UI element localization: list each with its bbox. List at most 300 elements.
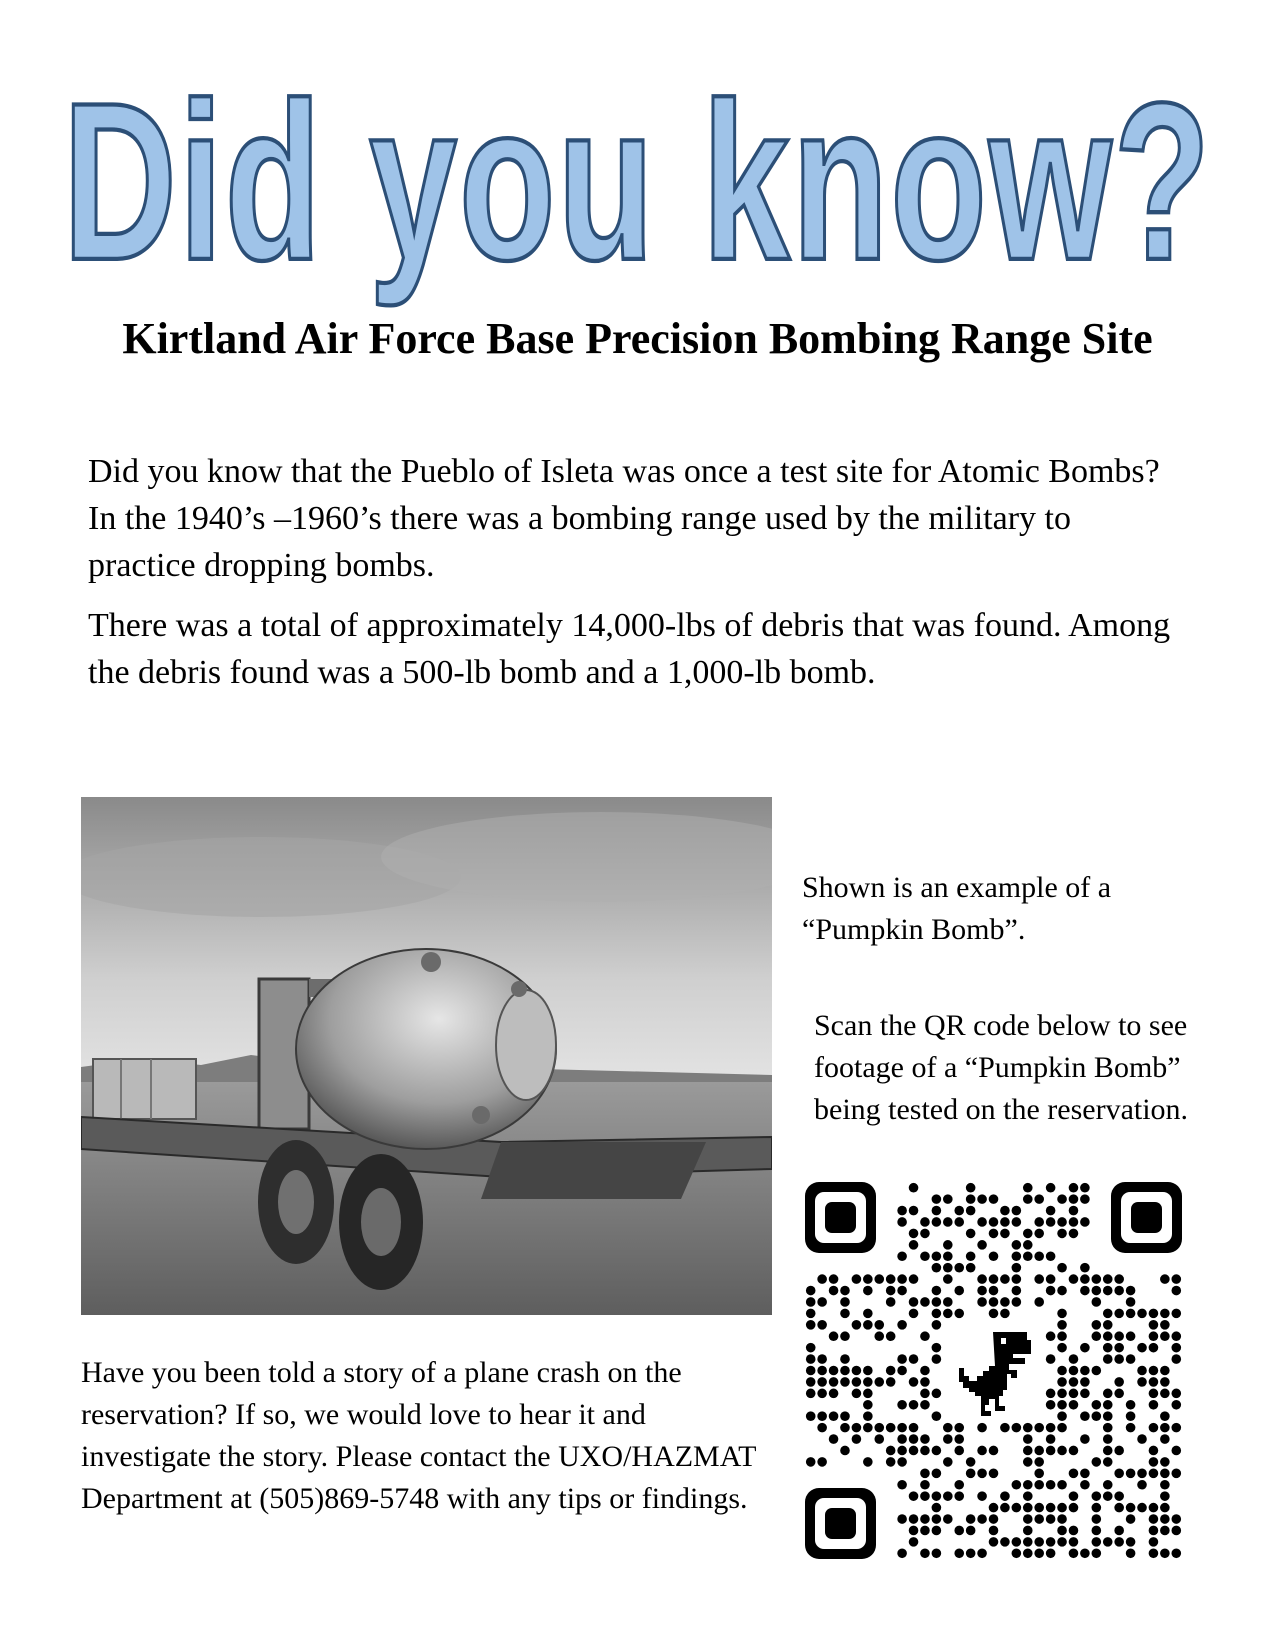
qr-module — [897, 1320, 907, 1330]
qr-module — [1137, 1434, 1147, 1444]
qr-module — [1080, 1343, 1090, 1353]
qr-module — [1126, 1286, 1136, 1296]
qr-module — [1046, 1446, 1056, 1456]
qr-module — [840, 1377, 850, 1387]
qr-module — [1057, 1309, 1067, 1319]
qr-module — [909, 1274, 919, 1284]
qr-module — [1126, 1354, 1136, 1364]
qr-module — [829, 1411, 839, 1421]
qr-module — [1126, 1309, 1136, 1319]
qr-module — [920, 1514, 930, 1524]
qr-module — [920, 1400, 930, 1410]
qr-module — [1103, 1480, 1113, 1490]
qr-module — [977, 1240, 987, 1250]
qr-module — [897, 1514, 907, 1524]
qr-module — [1023, 1194, 1033, 1204]
qr-module — [1114, 1503, 1124, 1513]
qr-code[interactable] — [805, 1182, 1182, 1559]
qr-module — [1171, 1400, 1181, 1410]
qr-module — [977, 1446, 987, 1456]
qr-module — [954, 1446, 964, 1456]
qr-module — [874, 1331, 884, 1341]
qr-module — [1046, 1480, 1056, 1490]
qr-module — [954, 1548, 964, 1558]
qr-module — [1069, 1229, 1079, 1239]
qr-module — [874, 1377, 884, 1387]
qr-module — [806, 1354, 816, 1364]
qr-module — [1160, 1548, 1170, 1558]
qr-module — [932, 1320, 942, 1330]
qr-module — [886, 1446, 896, 1456]
qr-module — [989, 1469, 999, 1479]
qr-module — [829, 1286, 839, 1296]
qr-module — [1126, 1297, 1136, 1307]
qr-module — [932, 1411, 942, 1421]
contact-paragraph: Have you been told a story of a plane crash on the reservation? If so, we would love to hear it and investigate the story. Please contact the UXO/HAZMAT Department at (505)869-5748 with any tips or findings. — [81, 1356, 756, 1515]
qr-module — [1080, 1389, 1090, 1399]
qr-module — [1034, 1503, 1044, 1513]
qr-module — [1046, 1206, 1056, 1216]
qr-module — [977, 1286, 987, 1296]
qr-module — [852, 1366, 862, 1376]
qr-module — [1103, 1434, 1113, 1444]
qr-module — [932, 1503, 942, 1513]
qr-finder-top-left — [805, 1182, 876, 1253]
qr-module — [806, 1343, 816, 1353]
qr-module — [1092, 1320, 1102, 1330]
qr-module — [1114, 1331, 1124, 1341]
qr-module — [920, 1366, 930, 1376]
qr-module — [954, 1217, 964, 1227]
qr-module — [897, 1548, 907, 1558]
qr-module — [1034, 1457, 1044, 1467]
qr-module — [806, 1411, 816, 1421]
qr-module — [1126, 1514, 1136, 1524]
qr-module — [1092, 1537, 1102, 1547]
qr-module — [1092, 1457, 1102, 1467]
qr-module — [852, 1423, 862, 1433]
qr-module — [1046, 1434, 1056, 1444]
qr-module — [1160, 1320, 1170, 1330]
qr-module — [829, 1274, 839, 1284]
qr-module — [1103, 1309, 1113, 1319]
qr-module — [943, 1434, 953, 1444]
qr-module — [1046, 1423, 1056, 1433]
qr-module — [852, 1274, 862, 1284]
qr-module — [1034, 1514, 1044, 1524]
qr-module — [1149, 1366, 1159, 1376]
qr-module — [1092, 1274, 1102, 1284]
qr-module — [1080, 1434, 1090, 1444]
qr-module — [1126, 1423, 1136, 1433]
qr-module — [1057, 1343, 1067, 1353]
qr-module — [1149, 1537, 1159, 1547]
qr-module — [1069, 1446, 1079, 1456]
qr-module — [1149, 1309, 1159, 1319]
qr-module — [1046, 1274, 1056, 1284]
qr-module — [1023, 1229, 1033, 1239]
qr-module — [1149, 1400, 1159, 1410]
qr-module — [840, 1309, 850, 1319]
qr-module — [1171, 1331, 1181, 1341]
qr-module — [989, 1526, 999, 1536]
qr-module — [817, 1457, 827, 1467]
qr-module — [932, 1446, 942, 1456]
qr-module — [1149, 1389, 1159, 1399]
qr-module — [1137, 1503, 1147, 1513]
qr-module — [989, 1251, 999, 1261]
qr-module — [1080, 1548, 1090, 1558]
qr-module — [966, 1251, 976, 1261]
qr-module — [852, 1377, 862, 1387]
qr-module — [886, 1297, 896, 1307]
qr-module — [1092, 1331, 1102, 1341]
qr-module — [1057, 1503, 1067, 1513]
qr-module — [1057, 1229, 1067, 1239]
qr-module — [897, 1366, 907, 1376]
qr-module — [1046, 1389, 1056, 1399]
qr-module — [806, 1320, 816, 1330]
qr-module — [943, 1274, 953, 1284]
qr-module — [886, 1331, 896, 1341]
qr-module — [1000, 1491, 1010, 1501]
qr-module — [1149, 1320, 1159, 1330]
qr-module — [863, 1423, 873, 1433]
page-title: Kirtland Air Force Base Precision Bombing Range Site — [122, 314, 1153, 363]
qr-module — [1126, 1331, 1136, 1341]
qr-module — [1023, 1434, 1033, 1444]
qr-module — [943, 1514, 953, 1524]
qr-module — [1057, 1389, 1067, 1399]
qr-module — [1057, 1400, 1067, 1410]
qr-module — [920, 1526, 930, 1536]
qr-module — [1012, 1297, 1022, 1307]
qr-module — [1114, 1389, 1124, 1399]
qr-module — [1171, 1343, 1181, 1353]
qr-module — [1160, 1503, 1170, 1513]
qr-module — [1114, 1377, 1124, 1387]
qr-module — [817, 1297, 827, 1307]
qr-module — [1057, 1366, 1067, 1376]
qr-module — [909, 1297, 919, 1307]
qr-module — [909, 1354, 919, 1364]
qr-module — [989, 1194, 999, 1204]
qr-module — [943, 1194, 953, 1204]
qr-module — [1012, 1263, 1022, 1273]
qr-module — [920, 1229, 930, 1239]
qr-module — [909, 1229, 919, 1239]
qr-module — [1012, 1206, 1022, 1216]
qr-module — [1034, 1480, 1044, 1490]
qr-module — [1080, 1366, 1090, 1376]
qr-module — [989, 1217, 999, 1227]
qr-module — [1080, 1469, 1090, 1479]
qr-module — [920, 1251, 930, 1261]
qr-module — [966, 1526, 976, 1536]
qr-module — [806, 1366, 816, 1376]
qr-module — [966, 1229, 976, 1239]
qr-module — [954, 1423, 964, 1433]
qr-module — [1034, 1469, 1044, 1479]
qr-module — [977, 1194, 987, 1204]
qr-module — [1023, 1537, 1033, 1547]
qr-module — [829, 1434, 839, 1444]
qr-module — [932, 1514, 942, 1524]
qr-module — [932, 1251, 942, 1261]
qr-module — [1046, 1514, 1056, 1524]
qr-module — [817, 1377, 827, 1387]
qr-module — [886, 1366, 896, 1376]
qr-module — [1149, 1548, 1159, 1558]
qr-module — [1171, 1286, 1181, 1296]
qr-module — [1114, 1354, 1124, 1364]
qr-module — [1023, 1446, 1033, 1456]
qr-module — [1114, 1343, 1124, 1353]
qr-module — [1057, 1320, 1067, 1330]
qr-module — [1092, 1503, 1102, 1513]
qr-module — [1103, 1320, 1113, 1330]
qr-module — [1057, 1480, 1067, 1490]
qr-module — [1034, 1251, 1044, 1261]
qr-module — [1103, 1274, 1113, 1284]
qr-module — [1103, 1286, 1113, 1296]
qr-module — [1160, 1491, 1170, 1501]
qr-module — [977, 1297, 987, 1307]
qr-module — [1160, 1274, 1170, 1284]
qr-module — [817, 1389, 827, 1399]
qr-module — [897, 1206, 907, 1216]
qr-finder-bottom-left — [805, 1488, 876, 1559]
qr-module — [920, 1389, 930, 1399]
qr-module — [1057, 1286, 1067, 1296]
qr-instruction: Scan the QR code below to see footage of a “Pumpkin Bomb” being tested on the reservation. — [814, 1009, 1189, 1126]
qr-module — [954, 1434, 964, 1444]
qr-module — [909, 1537, 919, 1547]
qr-module — [909, 1526, 919, 1536]
qr-module — [1137, 1343, 1147, 1353]
qr-module — [1046, 1217, 1056, 1227]
qr-module — [977, 1217, 987, 1227]
qr-module — [1069, 1469, 1079, 1479]
qr-module — [989, 1297, 999, 1307]
qr-module — [954, 1309, 964, 1319]
qr-module — [1080, 1274, 1090, 1284]
qr-module — [897, 1217, 907, 1227]
qr-module — [1126, 1400, 1136, 1410]
qr-module — [932, 1343, 942, 1353]
qr-module — [840, 1411, 850, 1421]
qr-module — [932, 1491, 942, 1501]
qr-module — [1092, 1297, 1102, 1307]
qr-module — [840, 1354, 850, 1364]
qr-module — [1092, 1514, 1102, 1524]
qr-module — [1012, 1217, 1022, 1227]
qr-module — [817, 1411, 827, 1421]
qr-module — [954, 1491, 964, 1501]
qr-module — [1080, 1480, 1090, 1490]
qr-module — [1057, 1194, 1067, 1204]
qr-module — [1000, 1423, 1010, 1433]
qr-module — [909, 1377, 919, 1387]
qr-module — [1092, 1286, 1102, 1296]
qr-module — [954, 1286, 964, 1296]
qr-module — [932, 1297, 942, 1307]
qr-module — [920, 1469, 930, 1479]
qr-module — [1012, 1240, 1022, 1250]
qr-module — [1000, 1297, 1010, 1307]
qr-module — [1160, 1423, 1170, 1433]
qr-finder-top-right — [1111, 1182, 1182, 1253]
qr-module — [1160, 1514, 1170, 1524]
qr-module — [943, 1240, 953, 1250]
qr-module — [1046, 1503, 1056, 1513]
qr-module — [1149, 1331, 1159, 1341]
qr-module — [863, 1411, 873, 1421]
headline: Did you know? — [62, 57, 1213, 308]
qr-module — [920, 1446, 930, 1456]
qr-module — [874, 1434, 884, 1444]
qr-module — [1149, 1446, 1159, 1456]
qr-module — [829, 1389, 839, 1399]
qr-module — [840, 1286, 850, 1296]
qr-module — [1103, 1400, 1113, 1410]
qr-module — [909, 1423, 919, 1433]
qr-module — [954, 1480, 964, 1490]
qr-module — [863, 1389, 873, 1399]
qr-module — [1057, 1446, 1067, 1456]
qr-module — [1000, 1503, 1010, 1513]
qr-module — [932, 1286, 942, 1296]
qr-module — [954, 1206, 964, 1216]
qr-module — [863, 1377, 873, 1387]
qr-module — [943, 1263, 953, 1273]
qr-module — [920, 1331, 930, 1341]
qr-module — [1137, 1480, 1147, 1490]
qr-module — [852, 1320, 862, 1330]
qr-module — [1034, 1274, 1044, 1284]
qr-module — [1103, 1446, 1113, 1456]
qr-module — [1137, 1377, 1147, 1387]
qr-module — [1023, 1240, 1033, 1250]
qr-module — [874, 1423, 884, 1433]
qr-module — [1149, 1503, 1159, 1513]
qr-module — [897, 1354, 907, 1364]
qr-module — [1080, 1217, 1090, 1227]
qr-module — [1012, 1480, 1022, 1490]
qr-module — [1057, 1514, 1067, 1524]
qr-module — [1023, 1548, 1033, 1558]
qr-module — [1092, 1491, 1102, 1501]
qr-module — [897, 1286, 907, 1296]
qr-module — [1080, 1194, 1090, 1204]
qr-module — [1034, 1446, 1044, 1456]
qr-module — [863, 1400, 873, 1410]
qr-module — [1046, 1286, 1056, 1296]
qr-module — [1000, 1206, 1010, 1216]
qr-module — [1103, 1457, 1113, 1467]
qr-module — [886, 1377, 896, 1387]
qr-module — [1023, 1526, 1033, 1536]
qr-module — [932, 1354, 942, 1364]
qr-module — [829, 1331, 839, 1341]
qr-module — [909, 1446, 919, 1456]
debris-paragraph: There was a total of approximately 14,000-lbs of debris that was found. Among the debris found was a 500-lb bomb and a 1,000-lb bomb. — [88, 607, 1171, 691]
qr-module — [932, 1469, 942, 1479]
qr-module — [886, 1286, 896, 1296]
photo-caption: Shown is an example of a “Pumpkin Bomb”. — [802, 871, 1112, 946]
qr-module — [932, 1263, 942, 1273]
qr-module — [1149, 1469, 1159, 1479]
qr-module — [1171, 1446, 1181, 1456]
qr-module — [1023, 1183, 1033, 1193]
qr-module — [874, 1320, 884, 1330]
qr-module — [886, 1457, 896, 1467]
qr-module — [1023, 1491, 1033, 1501]
qr-module — [1114, 1286, 1124, 1296]
qr-module — [1057, 1537, 1067, 1547]
qr-module — [977, 1469, 987, 1479]
qr-module — [1012, 1251, 1022, 1261]
qr-module — [1069, 1400, 1079, 1410]
qr-module — [852, 1389, 862, 1399]
qr-module — [1057, 1526, 1067, 1536]
qr-module — [932, 1309, 942, 1319]
qr-module — [989, 1286, 999, 1296]
qr-module — [1126, 1469, 1136, 1479]
qr-module — [1103, 1491, 1113, 1501]
qr-module — [1149, 1526, 1159, 1536]
qr-module — [817, 1320, 827, 1330]
qr-module — [920, 1491, 930, 1501]
qr-module — [989, 1514, 999, 1524]
qr-module — [897, 1423, 907, 1433]
qr-module — [1103, 1423, 1113, 1433]
pumpkin-bomb-photo — [81, 797, 772, 1315]
qr-module — [806, 1457, 816, 1467]
qr-module — [943, 1297, 953, 1307]
qr-module — [1069, 1548, 1079, 1558]
qr-module — [1160, 1309, 1170, 1319]
qr-module — [1034, 1229, 1044, 1239]
qr-module — [897, 1251, 907, 1261]
qr-module — [943, 1457, 953, 1467]
qr-module — [1000, 1229, 1010, 1239]
qr-module — [1103, 1389, 1113, 1399]
qr-module — [1069, 1206, 1079, 1216]
qr-module — [909, 1309, 919, 1319]
qr-module — [1034, 1537, 1044, 1547]
qr-module — [943, 1491, 953, 1501]
qr-module — [1012, 1548, 1022, 1558]
qr-module — [897, 1457, 907, 1467]
qr-module — [1103, 1411, 1113, 1421]
qr-module — [1160, 1377, 1170, 1387]
qr-module — [966, 1469, 976, 1479]
qr-module — [1103, 1354, 1113, 1364]
qr-module — [1000, 1537, 1010, 1547]
qr-module — [1103, 1343, 1113, 1353]
qr-module — [966, 1514, 976, 1524]
qr-module — [1171, 1309, 1181, 1319]
qr-module — [1000, 1217, 1010, 1227]
qr-module — [1160, 1331, 1170, 1341]
qr-module — [1103, 1537, 1113, 1547]
qr-module — [1069, 1354, 1079, 1364]
qr-module — [840, 1446, 850, 1456]
qr-module — [1057, 1331, 1067, 1341]
qr-module — [909, 1400, 919, 1410]
qr-module — [909, 1240, 919, 1250]
